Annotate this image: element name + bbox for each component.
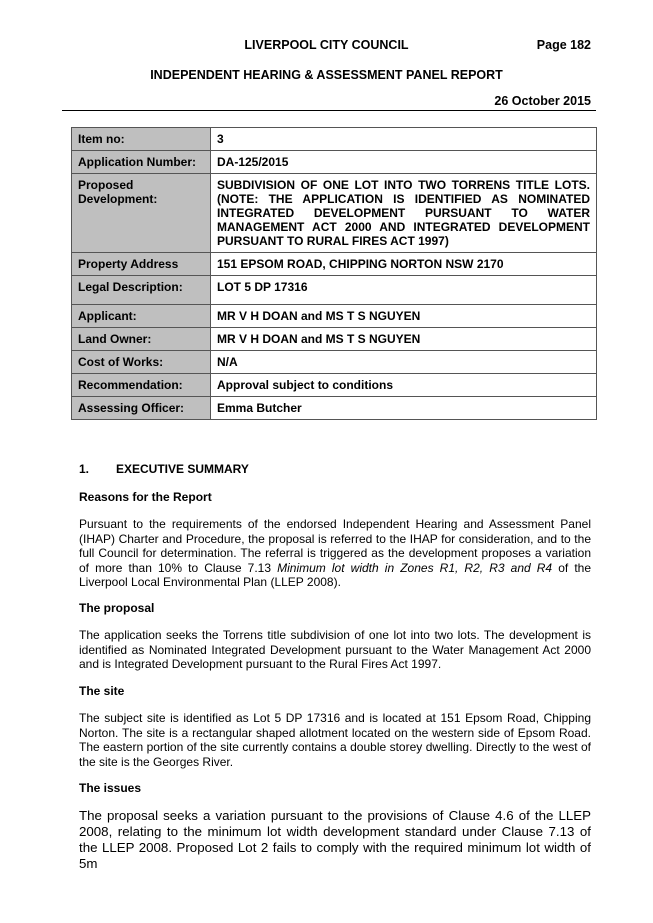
row-value: MR V H DOAN and MS T S NGUYEN (211, 305, 597, 328)
row-label: Land Owner: (72, 328, 211, 351)
row-label: Applicant: (72, 305, 211, 328)
row-label: Assessing Officer: (72, 397, 211, 420)
table-row (72, 374, 597, 397)
table-row (72, 276, 597, 305)
section-number: 1. (79, 462, 90, 476)
row-label: Legal Description: (72, 276, 211, 305)
table-row (72, 174, 597, 253)
table-row (72, 328, 597, 351)
table-row (72, 128, 597, 151)
issues-heading: The issues (79, 781, 142, 795)
row-label: Cost of Works: (72, 351, 211, 374)
row-value: LOT 5 DP 17316 (211, 276, 597, 305)
row-value: Approval subject to conditions (211, 374, 597, 397)
table-row (72, 397, 597, 420)
row-value: 3 (211, 128, 597, 151)
row-value: N/A (211, 351, 597, 374)
site-paragraph: The subject site is identified as Lot 5 DP 17316 and is located at 151 Epsom Road, Chipping Norton. The site is a rectangular shaped allotment located on the western side of Epsom Road. The eastern portion of the site currently contains a double storey dwelling. Directly to the west of the site is the Georges River. (79, 711, 591, 769)
reasons-text-b: of the Liverpool Local Environmental Plan (LLEP 2008). (79, 560, 591, 589)
row-value: Emma Butcher (211, 397, 597, 420)
header-divider (62, 110, 596, 111)
proposal-paragraph: The application seeks the Torrens title subdivision of one lot into two lots. The development is identified as Nominated Integrated Development pursuant to the Water Management Act 2000 and is Integrated Development pursuant to the Rural Fires Act 1997. (79, 628, 591, 671)
report-title: INDEPENDENT HEARING & ASSESSMENT PANEL REPORT (150, 68, 503, 82)
table-row (72, 351, 597, 374)
page-header (0, 38, 653, 54)
row-value: MR V H DOAN and MS T S NGUYEN (211, 328, 597, 351)
section-heading (79, 462, 591, 476)
proposal-heading: The proposal (79, 601, 155, 615)
issues-paragraph: The proposal seeks a variation pursuant to the provisions of Clause 4.6 of the LLEP 2008, relating to the minimum lot width development standard under Clause 7.13 of the LLEP 2008. Proposed Lot 2 fails to comply with the required minimum lot width of 5m (79, 808, 591, 871)
table-row (72, 253, 597, 276)
row-label: Property Address (72, 253, 211, 276)
site-heading: The site (79, 684, 125, 698)
section-title: EXECUTIVE SUMMARY (116, 462, 249, 476)
row-label: Recommendation: (72, 374, 211, 397)
row-label: Item no: (72, 128, 211, 151)
table-row (72, 151, 597, 174)
table-row (72, 305, 597, 328)
reasons-heading: Reasons for the Report (79, 490, 212, 504)
reasons-paragraph (79, 517, 591, 590)
row-label: Application Number: (72, 151, 211, 174)
report-date: 26 October 2015 (494, 94, 591, 108)
page-number: Page 182 (536, 38, 591, 52)
clause-title-italic: Minimum lot width in Zones R1, R2, R3 and R4 (277, 560, 553, 575)
council-name: LIVERPOOL CITY COUNCIL (244, 38, 409, 52)
row-value: DA-125/2015 (211, 151, 597, 174)
reasons-text-a: Pursuant to the requirements of the endorsed Independent Hearing and Assessment Panel (IHAP) Charter and Procedure, the proposal is referred to the IHAP for consideration, and to the full Council for determination. The referral is triggered as the development proposes a variation of more than 10% to Clause 7.13 (79, 517, 591, 575)
application-details-table (71, 127, 597, 420)
row-label: Proposed Development: (72, 174, 211, 253)
row-value: 151 EPSOM ROAD, CHIPPING NORTON NSW 2170 (211, 253, 597, 276)
row-value: SUBDIVISION OF ONE LOT INTO TWO TORRENS TITLE LOTS. (NOTE: THE APPLICATION IS IDENTIFIED AS NOMINATED INTEGRATED DEVELOPMENT PURSUANT TO WATER MANAGEMENT ACT 2000 AND INTEGRATED DEVELOPMENT PURSUANT TO RURAL FIRES ACT 1997) (211, 174, 597, 253)
